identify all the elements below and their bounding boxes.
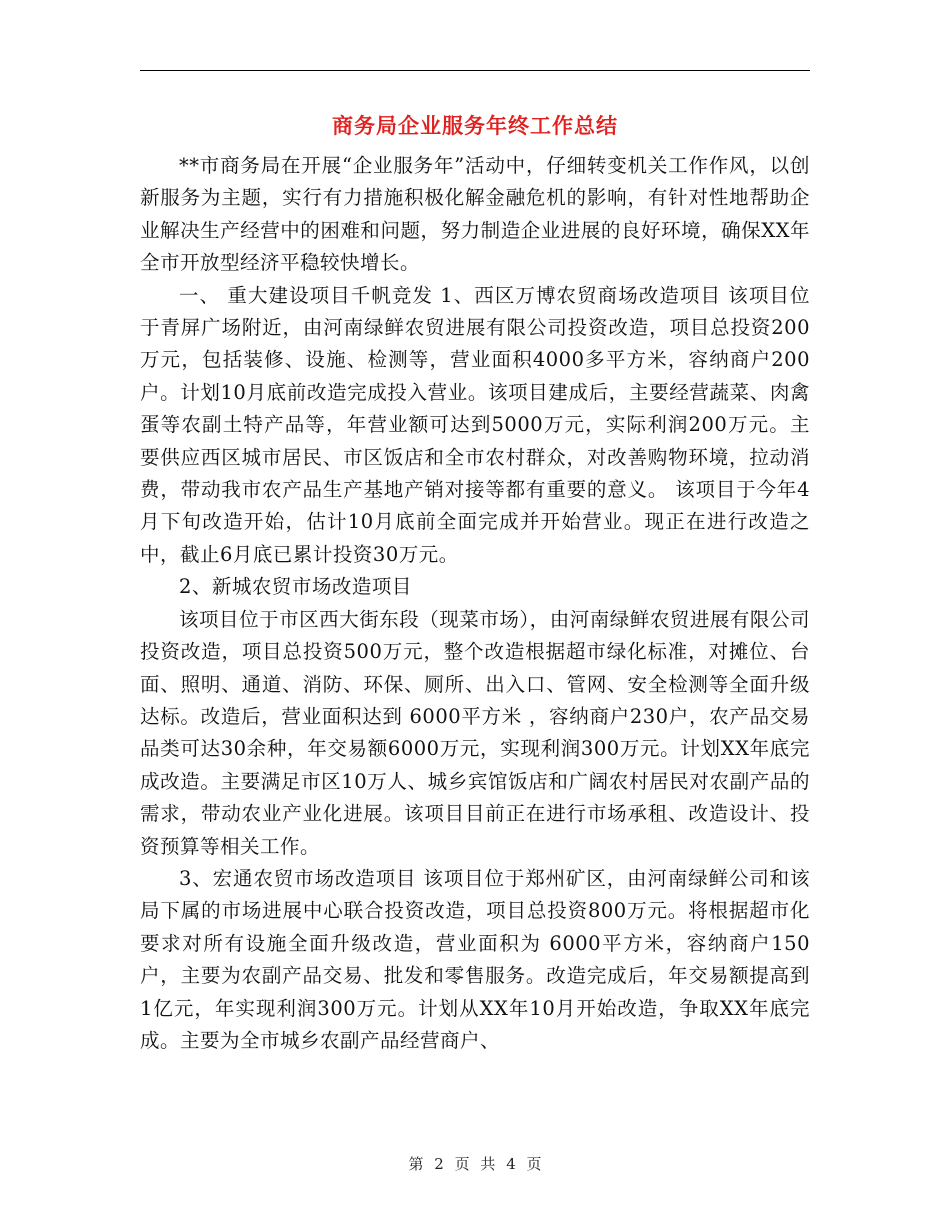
footer-gong: 共 <box>480 1155 496 1173</box>
footer-ye: 页 <box>454 1155 470 1173</box>
paragraph-project-2-heading: 2、新城农贸市场改造项目 <box>179 575 412 599</box>
footer-di: 第 <box>408 1155 424 1173</box>
paragraph-project-3: 3、宏通农贸市场改造项目 该项目位于郑州矿区，由河南绿鲜公司和该局下属的市场进展中心联合投资改造，项目总投资800万元。将根据超市化要求对所有设施全面升级改造，营业面积为 6000平方米，容纳商户150户，主要为农副产品交易、批发和零售服务。改造完成后，年交易额提高到1亿元，年实现利润300万元。计划从XX年10月开始改造，争取XX年底完成。主要为全市城乡农副产品经营商户、 <box>140 866 810 1052</box>
document-title: 商务局企业服务年终工作总结 <box>332 114 618 138</box>
footer-total-pages: 4 <box>506 1155 516 1173</box>
paragraph-intro: **市商务局在开展“企业服务年”活动中，仔细转变机关工作作风，以创新服务为主题，实行有力措施积极化解金融危机的影响，有针对性地帮助企业解决生产经营中的困难和问题，努力制造企业进展的良好环境，确保XX年全市开放型经济平稳较快增长。 <box>140 154 810 275</box>
paragraph-project-2: 该项目位于市区西大街东段（现菜市场），由河南绿鲜农贸进展有限公司投资改造，项目总投资500万元，整个改造根据超市绿化标准，对摊位、台面、照明、通道、消防、环保、厕所、出入口、管网、安全检测等全面升级达标。改造后，营业面积达到 6000平方米 ，容纳商户230户，农产品交易品类可达30余种，年交易额6000万元，实现利润300万元。计划XX年底完成改造。主要满足市区10万人、城乡宾馆饭店和广阔农村居民对农副产品的需求，带动农业产业化进展。该项目目前正在进行市场承租、改造设计、投资预算等相关工作。 <box>140 607 810 858</box>
header-rule <box>140 70 810 71</box>
page-footer <box>0 1153 950 1174</box>
footer-page-number: 2 <box>434 1155 444 1173</box>
footer-ye-2: 页 <box>526 1155 542 1173</box>
paragraph-project-1: 一、 重大建设项目千帆竞发 1、西区万博农贸商场改造项目 该项目位于青屏广场附近，由河南绿鲜农贸进展有限公司投资改造，项目总投资200万元，包括装修、设施、检测等，营业面积4000多平方米，容纳商户200户。计划10月底前改造完成投入营业。该项目建成后，主要经营蔬菜、肉禽蛋等农副土特产品等，年营业额可达到5000万元，实际利润200万元。主要供应西区城市居民、市区饭店和全市农村群众，对改善购物环境，拉动消费，带动我市农产品生产基地产销对接等都有重要的意义。 该项目于今年4月下旬改造开始，估计10月底前全面完成并开始营业。现正在进行改造之中，截止6月底已累计投资30万元。 <box>140 283 810 566</box>
document-body <box>140 150 810 1057</box>
